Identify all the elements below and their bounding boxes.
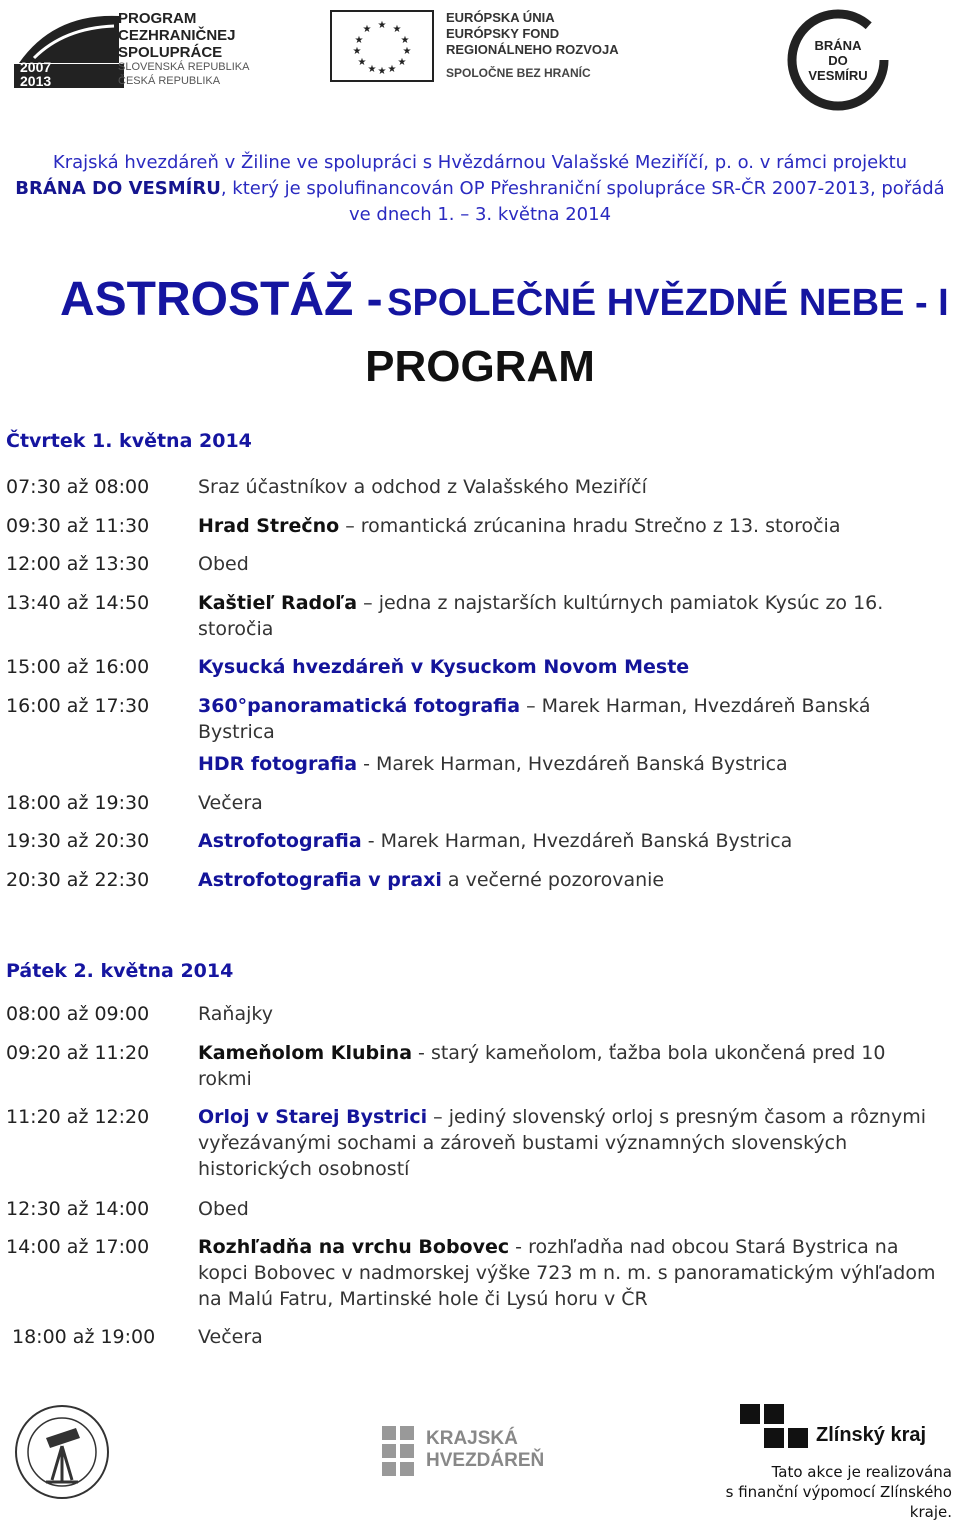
eu-line: EURÓPSKY FOND bbox=[446, 26, 560, 41]
svg-text:★: ★ bbox=[362, 24, 372, 35]
brana-line: DO bbox=[828, 53, 848, 68]
krajska-hvezdaren-logo bbox=[378, 1422, 578, 1482]
brana-logo bbox=[778, 4, 898, 114]
schedule-highlight: 360°panoramatická fotografia bbox=[198, 695, 521, 717]
schedule-text: - Marek Harman, Hvezdáreň Banská Bystrica bbox=[357, 753, 788, 775]
eu-line: EURÓPSKA ÚNIA bbox=[446, 10, 555, 25]
schedule-desc bbox=[198, 590, 948, 642]
schedule-text: – Marek Harman, Hvezdáreň Banská Bystrica bbox=[198, 695, 871, 743]
day-heading: Pátek 2. května 2014 bbox=[6, 960, 234, 982]
schedule-desc bbox=[198, 513, 948, 539]
program-logo bbox=[14, 8, 314, 88]
svg-text:★: ★ bbox=[397, 57, 407, 68]
svg-text:★: ★ bbox=[402, 46, 412, 57]
intro-line-2 bbox=[0, 176, 960, 202]
krajska-line: HVEZDÁREŇ bbox=[426, 1450, 545, 1471]
schedule-desc bbox=[198, 1324, 948, 1350]
schedule-highlight: Kysucká hvezdáreň v Kysuckom Novom Meste bbox=[198, 656, 690, 678]
schedule-highlight: Astrofotografia v praxi bbox=[198, 869, 442, 891]
event-title bbox=[60, 272, 949, 327]
brana-line: VESMÍRU bbox=[808, 68, 868, 83]
svg-text:★: ★ bbox=[352, 46, 362, 57]
schedule-text: Večera bbox=[198, 1326, 263, 1348]
svg-text:★: ★ bbox=[392, 24, 402, 35]
schedule-desc bbox=[198, 828, 948, 854]
telescope-seal-icon bbox=[6, 1398, 118, 1502]
schedule-text: – jedna z najstarších kultúrnych pamiatok Kysúc zo 16. storočia bbox=[198, 592, 884, 640]
svg-text:★: ★ bbox=[400, 35, 410, 46]
svg-text:★: ★ bbox=[354, 35, 364, 46]
brana-line: BRÁNA bbox=[814, 38, 862, 53]
schedule-desc bbox=[198, 1104, 948, 1182]
schedule-desc bbox=[198, 1001, 948, 1027]
logo-country-line: ČESKÁ REPUBLIKA bbox=[118, 75, 221, 87]
intro-line-3: ve dnech 1. – 3. května 2014 bbox=[348, 204, 612, 225]
schedule-text: Obed bbox=[198, 553, 249, 575]
schedule-highlight: Kaštieľ Radoľa bbox=[198, 592, 358, 614]
schedule-text: Sraz účastníkov a odchod z Valašského Meziříčí bbox=[198, 476, 647, 498]
schedule-time: 16:00 až 17:30 bbox=[6, 695, 150, 717]
observatory-seal bbox=[6, 1398, 118, 1502]
schedule-time: 09:30 až 11:30 bbox=[6, 515, 150, 537]
schedule-time: 07:30 až 08:00 bbox=[6, 476, 150, 498]
schedule-desc bbox=[198, 474, 948, 500]
svg-text:★: ★ bbox=[367, 64, 377, 75]
schedule-desc bbox=[198, 551, 948, 577]
schedule-text: Obed bbox=[198, 1198, 249, 1220]
funding-note-line-2: s finanční výpomocí Zlínského kraje. bbox=[725, 1483, 952, 1521]
schedule-time: 12:00 až 13:30 bbox=[6, 553, 150, 575]
schedule-highlight: HDR fotografia bbox=[198, 753, 358, 775]
schedule-time: 14:00 až 17:00 bbox=[6, 1236, 150, 1258]
krajska-grid-icon bbox=[378, 1422, 418, 1482]
schedule-time: 11:20 až 12:20 bbox=[6, 1106, 150, 1128]
schedule-highlight: Kameňolom Klubina bbox=[198, 1042, 413, 1064]
schedule-text: – romantická zrúcanina hradu Strečno z 13. storočia bbox=[339, 515, 841, 537]
schedule-desc bbox=[198, 751, 948, 777]
schedule-time: 13:40 až 14:50 bbox=[6, 592, 150, 614]
schedule-highlight: Hrad Strečno bbox=[198, 515, 340, 537]
schedule-time: 09:20 až 11:20 bbox=[6, 1042, 150, 1064]
logo-program-line: CEZHRANIČNEJ bbox=[118, 27, 236, 44]
schedule-desc bbox=[198, 1234, 938, 1312]
logo-country-line: SLOVENSKÁ REPUBLIKA bbox=[118, 61, 250, 73]
schedule-time: 15:00 až 16:00 bbox=[6, 656, 150, 678]
schedule-highlight: Orloj v Starej Bystrici bbox=[198, 1106, 428, 1128]
schedule-text: – jediný slovenský orloj s presným časom a rôznymi vyřezávanými sochami a zároveň bustami významných slovenských historických osobností bbox=[198, 1106, 926, 1180]
program-heading: PROGRAM bbox=[365, 342, 595, 391]
event-title-main: ASTROSTÁŽ - bbox=[60, 273, 383, 326]
schedule-time: 08:00 až 09:00 bbox=[6, 1003, 150, 1025]
schedule-desc bbox=[198, 867, 948, 893]
svg-text:★: ★ bbox=[387, 64, 397, 75]
schedule-text: a večerné pozorovanie bbox=[441, 869, 665, 891]
eu-flag-icon bbox=[330, 10, 434, 82]
schedule-text: - starý kameňolom, ťažba bola ukončená pred 10 rokmi bbox=[198, 1042, 886, 1090]
intro-text bbox=[0, 150, 960, 228]
schedule-time: 18:00 až 19:30 bbox=[6, 792, 150, 814]
event-title-sub: SPOLEČNÉ HVĚZDNÉ NEBE - I bbox=[387, 282, 949, 324]
logo-year-end: 2013 bbox=[20, 73, 52, 89]
zlinsky-kraj-logo bbox=[740, 1404, 950, 1454]
schedule-text: Večera bbox=[198, 792, 263, 814]
schedule-time: 12:30 až 14:00 bbox=[6, 1198, 150, 1220]
eu-logo bbox=[330, 8, 650, 88]
schedule-desc bbox=[198, 693, 948, 745]
project-name: BRÁNA DO VESMÍRU bbox=[15, 178, 221, 199]
schedule-time: 20:30 až 22:30 bbox=[6, 869, 150, 891]
schedule-text: - rozhľadňa nad obcou Stará Bystrica na kopci Bobovec v nadmorskej výške 723 m n. m. s panoramatickým výhľadom na Malú Fatru, Martinské hole či Lysú horu v ČR bbox=[198, 1236, 936, 1310]
eu-slogan: SPOLOČNE BEZ HRANÍC bbox=[446, 66, 591, 80]
schedule-desc bbox=[198, 1196, 948, 1222]
schedule-desc bbox=[198, 1040, 928, 1092]
schedule-desc bbox=[198, 790, 948, 816]
zlinsky-name: Zlínský kraj bbox=[816, 1424, 927, 1446]
intro-line-2-rest: , který je spolufinancován OP Přeshraniční spolupráce SR-ČR 2007-2013, pořádá bbox=[220, 178, 945, 199]
schedule-highlight: Astrofotografia bbox=[198, 830, 362, 852]
schedule-text: - Marek Harman, Hvezdáreň Banská Bystrica bbox=[361, 830, 793, 852]
logo-program-line: PROGRAM bbox=[118, 10, 197, 27]
funding-note bbox=[720, 1462, 952, 1522]
zlinsky-blocks-icon bbox=[740, 1404, 810, 1454]
eu-line: REGIONÁLNEHO ROZVOJA bbox=[446, 42, 619, 57]
svg-text:★: ★ bbox=[357, 57, 367, 68]
schedule-highlight: Rozhľadňa na vrchu Bobovec bbox=[198, 1236, 510, 1258]
krajska-line: KRAJSKÁ bbox=[426, 1428, 518, 1449]
schedule-text: Raňajky bbox=[198, 1003, 273, 1025]
intro-line-1: Krajská hvezdáreň v Žiline ve spolupráci s Hvězdárnou Valašské Meziříčí, p. o. v rámci projektu bbox=[52, 152, 908, 173]
day-heading: Čtvrtek 1. května 2014 bbox=[6, 430, 252, 452]
schedule-desc bbox=[198, 654, 948, 680]
funding-note-line-1: Tato akce je realizována bbox=[771, 1463, 952, 1481]
svg-text:★: ★ bbox=[377, 20, 387, 31]
schedule-time: 19:30 až 20:30 bbox=[6, 830, 150, 852]
logo-year-start: 2007 bbox=[20, 59, 52, 75]
logo-program-line: SPOLUPRÁCE bbox=[118, 44, 223, 61]
schedule-time: 18:00 až 19:00 bbox=[12, 1326, 156, 1348]
svg-text:★: ★ bbox=[377, 66, 387, 77]
